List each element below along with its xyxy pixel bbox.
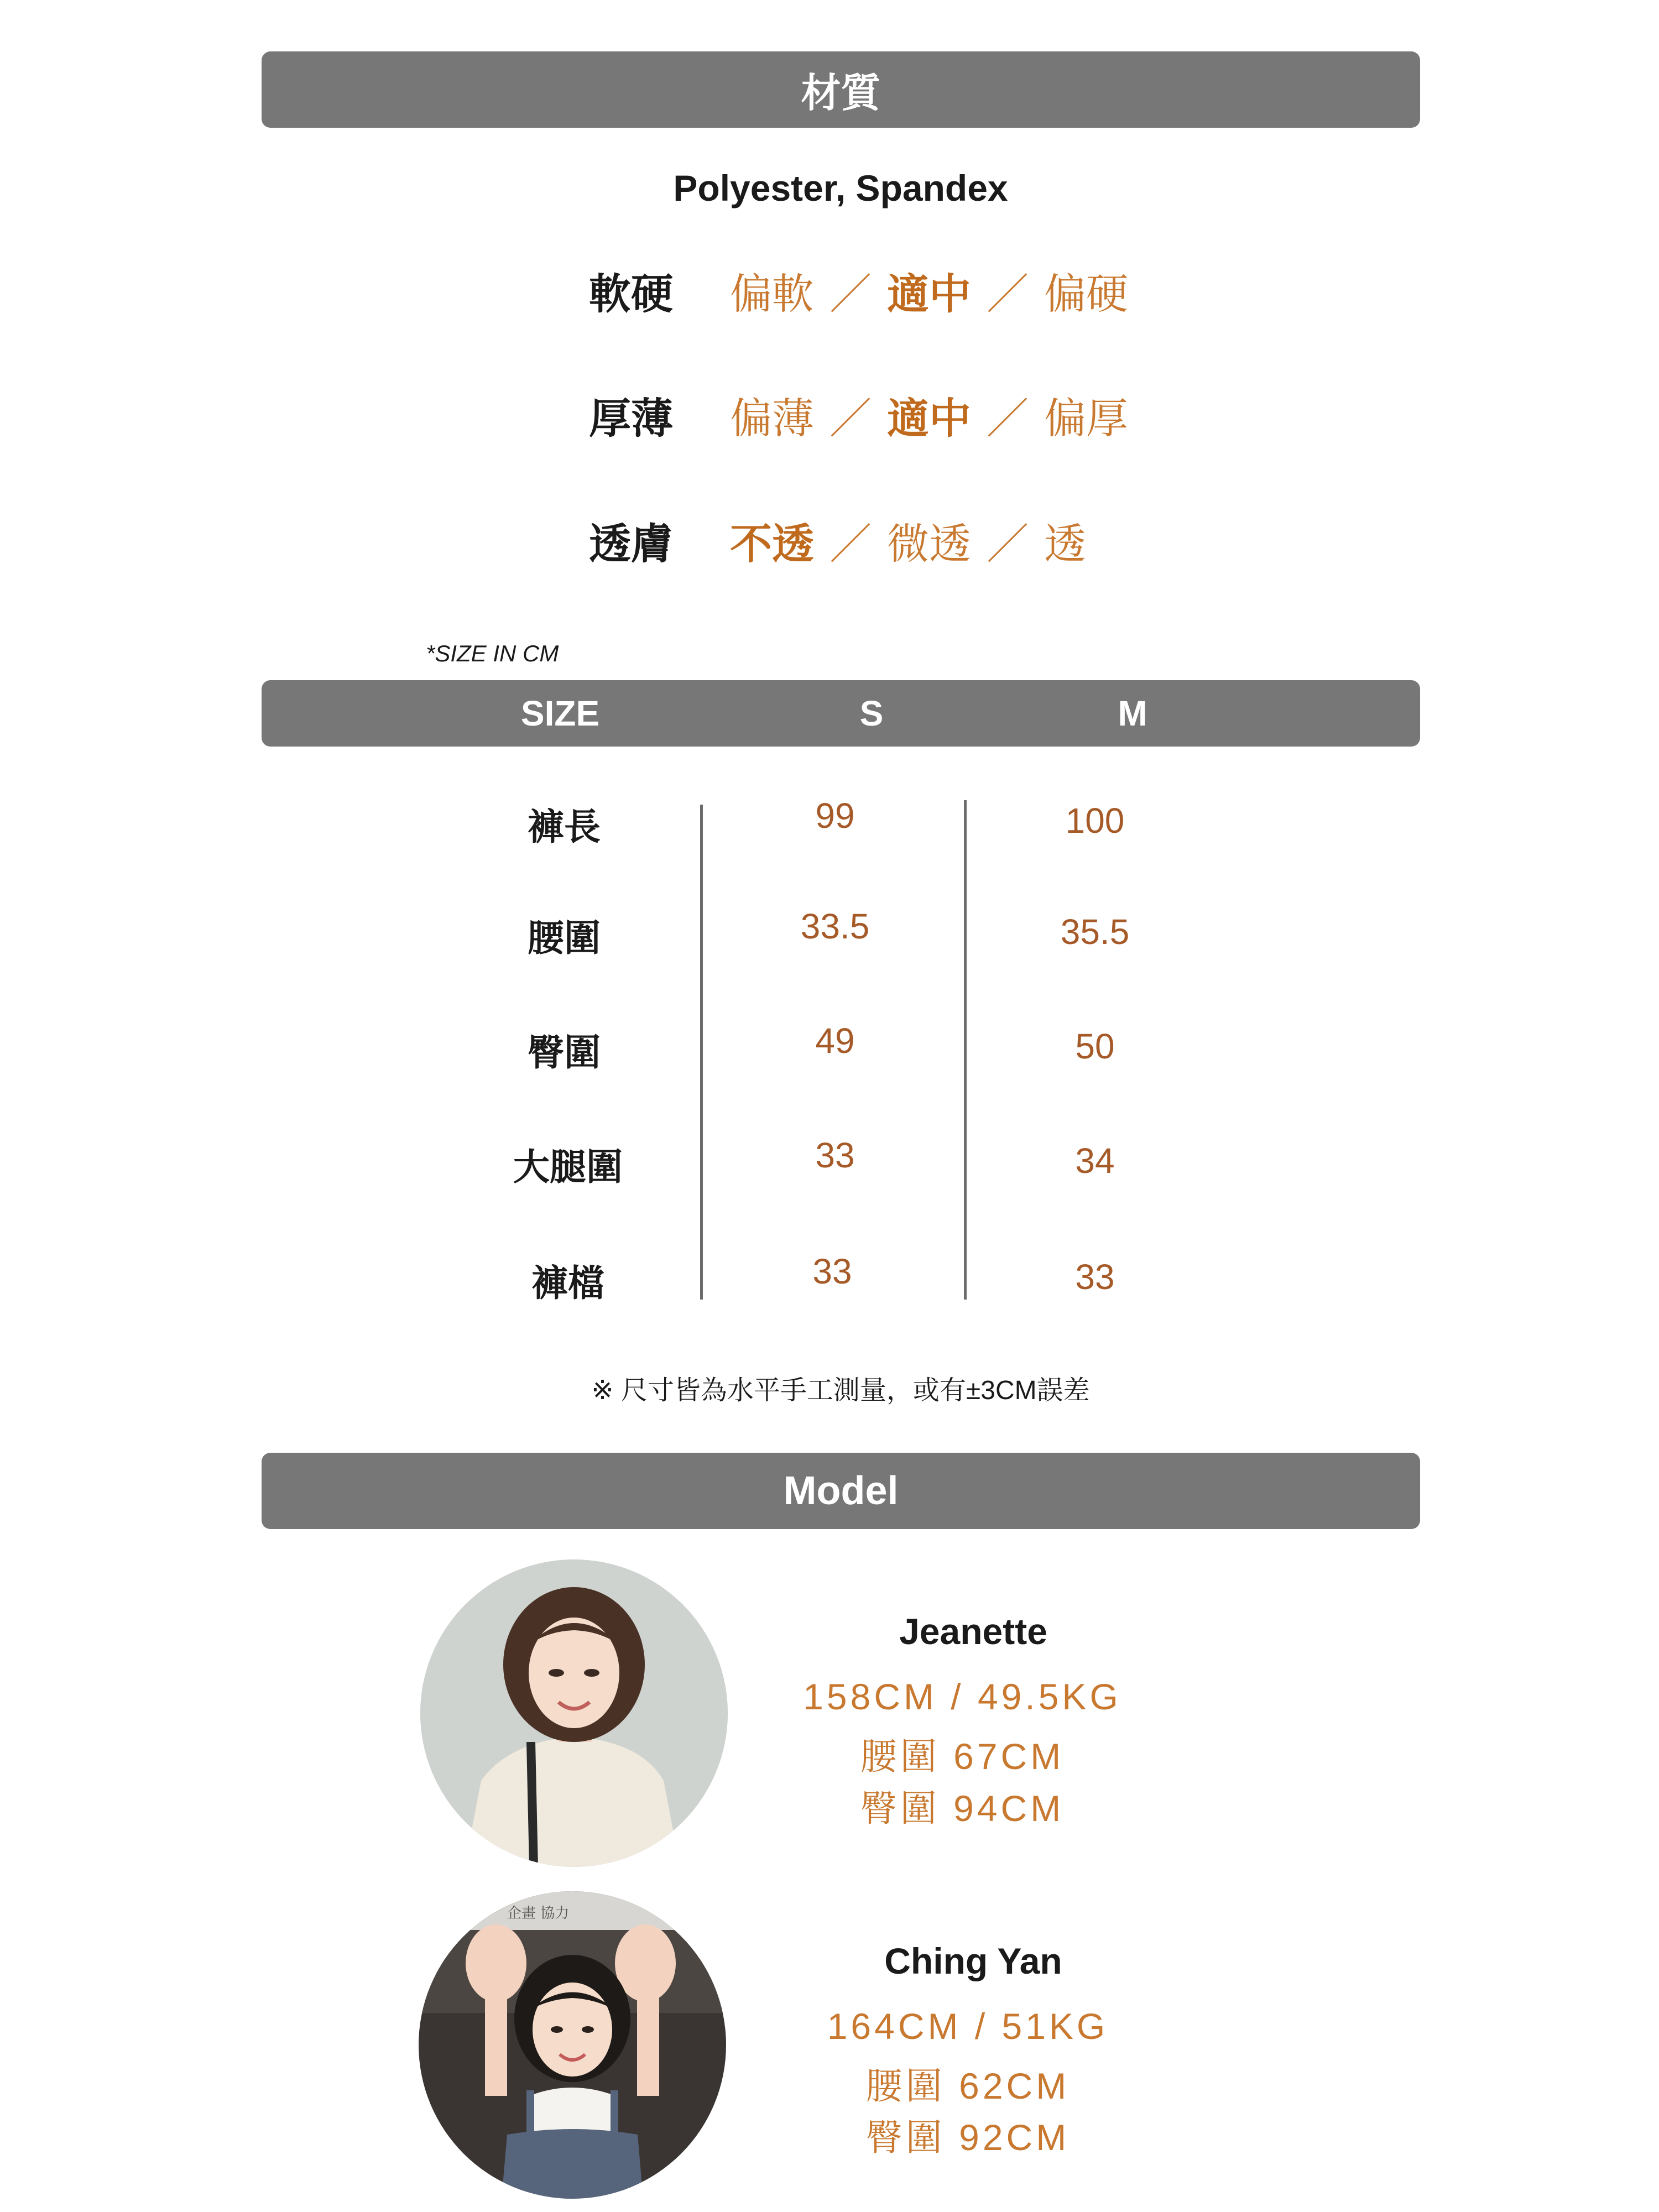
- size-value-s: 33: [812, 1251, 852, 1291]
- size-value-m: 100: [1065, 801, 1125, 841]
- property-label: 厚薄: [589, 395, 673, 442]
- option-separator: ／: [987, 270, 1029, 318]
- size-value-s: 33: [815, 1135, 855, 1175]
- size-value-m: 34: [1075, 1141, 1115, 1181]
- model-header-bar: [262, 1453, 1420, 1529]
- model-photo-illustration: [420, 1559, 728, 1867]
- size-row-label: 褲長: [528, 806, 601, 847]
- property-option: 偏厚: [1044, 395, 1128, 442]
- property-option-selected: 適中: [887, 270, 971, 318]
- size-value-s: 33.5: [800, 906, 870, 946]
- option-separator: ／: [830, 270, 872, 318]
- size-value-s: 49: [815, 1021, 855, 1061]
- option-separator: ／: [830, 520, 872, 568]
- property-row-thickness: [589, 384, 1128, 445]
- column-divider: [964, 800, 967, 1300]
- property-option: 微透: [887, 520, 971, 568]
- model-name: Jeanette: [899, 1611, 1047, 1652]
- size-row-label: 褲檔: [531, 1262, 604, 1303]
- size-header-s: S: [859, 693, 884, 733]
- property-row-sheerness: [589, 510, 1086, 571]
- option-separator: ／: [830, 395, 872, 442]
- size-header-m: M: [1118, 693, 1147, 733]
- property-row-softness: [589, 260, 1128, 321]
- property-option: 偏硬: [1044, 270, 1128, 318]
- model-height-weight: 158CM / 49.5KG: [803, 1676, 1121, 1717]
- property-option: 偏軟: [730, 270, 814, 318]
- size-header-label: SIZE: [520, 693, 600, 733]
- size-value-m: 50: [1075, 1026, 1115, 1066]
- measurement-footnote: ※ 尺寸皆為水平手工測量，或有±3CM誤差: [591, 1376, 1090, 1405]
- photo-sign-text: 企畫 協力: [507, 1905, 570, 1922]
- model-height-weight: 164CM / 51KG: [827, 2006, 1109, 2047]
- property-label: 透膚: [589, 520, 673, 568]
- size-unit-note: *SIZE IN CM: [426, 640, 559, 666]
- model-hip: 臀圍 92CM: [865, 2117, 1070, 2158]
- property-option: 透: [1044, 520, 1086, 568]
- option-separator: ／: [987, 520, 1029, 568]
- model-photo-jeanette: [420, 1559, 728, 1867]
- size-header-bar: [262, 680, 1420, 747]
- model-header-title: Model: [783, 1469, 899, 1513]
- model-hip: 臀圍 94CM: [860, 1788, 1065, 1829]
- option-separator: ／: [987, 395, 1029, 442]
- fabric-header-bar: [262, 51, 1420, 128]
- property-option: 偏薄: [730, 395, 814, 442]
- model-waist: 腰圍 62CM: [865, 2065, 1070, 2106]
- property-option-selected: 適中: [887, 395, 971, 442]
- size-row-label: 腰圍: [528, 917, 601, 958]
- model-waist: 腰圍 67CM: [860, 1736, 1065, 1777]
- size-row-label: 大腿圍: [513, 1146, 623, 1187]
- model-photo-illustration: [419, 1891, 726, 2199]
- property-option-selected: 不透: [730, 520, 814, 568]
- size-value-m: 35.5: [1060, 912, 1130, 952]
- size-value-m: 33: [1075, 1257, 1115, 1297]
- property-label: 軟硬: [589, 270, 673, 318]
- column-divider: [700, 805, 703, 1300]
- size-row-label: 臀圍: [528, 1032, 601, 1073]
- fabric-composition: Polyester, Spandex: [673, 168, 1008, 208]
- fabric-header-title: 材質: [801, 71, 881, 116]
- model-photo-ching-yan: [419, 1891, 726, 2199]
- size-value-s: 99: [815, 796, 855, 836]
- model-name: Ching Yan: [884, 1940, 1062, 1981]
